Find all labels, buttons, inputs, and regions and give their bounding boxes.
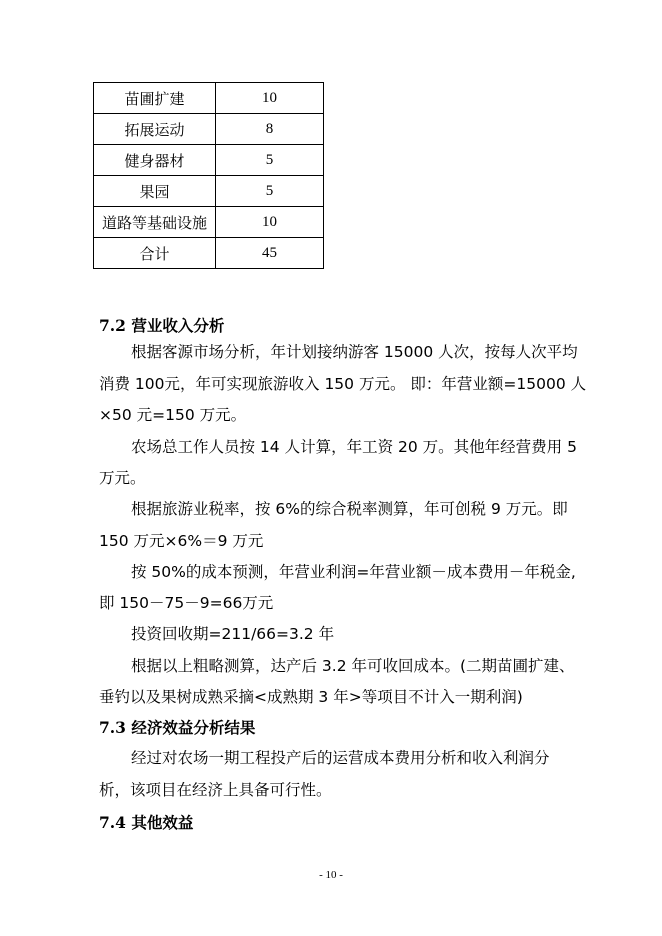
table-cell-value: 8 xyxy=(216,114,324,145)
page-number: - 10 - xyxy=(319,869,343,881)
table-cell-item: 拓展运动 xyxy=(94,114,216,145)
table-row xyxy=(94,145,324,176)
table-row-total xyxy=(94,238,324,269)
paragraph-line: 投资回收期=211/66=3.2 年 xyxy=(131,625,335,643)
table-row xyxy=(94,176,324,207)
paragraph-line: 经过对农场一期工程投产后的运营成本费用分析和收入利润分 xyxy=(131,749,550,767)
section-heading-7-3: 7.3 经济效益分析结果 xyxy=(99,718,256,737)
paragraph-line: 消费 100元，年可实现旅游收入 150 万元。 即：年营业额=15000 人 xyxy=(99,375,587,393)
paragraph-line: 垂钓以及果树成熟采摘<成熟期 3 年>等项目不计入一期利润) xyxy=(99,688,523,706)
table-cell-value: 5 xyxy=(216,145,324,176)
table-cell-value: 10 xyxy=(216,83,324,114)
cost-table xyxy=(93,82,324,269)
table-cell-item: 道路等基础设施 xyxy=(94,207,216,238)
table-cell-value: 45 xyxy=(216,238,324,269)
table-cell-item: 苗圃扩建 xyxy=(94,83,216,114)
paragraph-line: 农场总工作人员按 14 人计算，年工资 20 万。其他年经营费用 5 xyxy=(131,438,577,456)
paragraph-line: 根据旅游业税率，按 6%的综合税率测算，年可创税 9 万元。即 xyxy=(131,500,568,518)
table-row xyxy=(94,114,324,145)
paragraph-line: 根据客源市场分析，年计划接纳游客 15000 人次，按每人次平均 xyxy=(131,343,578,361)
paragraph-line: 按 50%的成本预测，年营业利润=年营业额－成本费用－年税金, xyxy=(131,563,576,581)
section-heading-7-2: 7.2 营业收入分析 xyxy=(99,316,225,335)
paragraph-line: 即 150－75－9=66万元 xyxy=(99,594,274,612)
paragraph-line: 析，该项目在经济上具备可行性。 xyxy=(99,781,332,799)
table-cell-item: 健身器材 xyxy=(94,145,216,176)
table-row xyxy=(94,207,324,238)
paragraph-line: 万元。 xyxy=(99,469,146,487)
paragraph-line: ×50 元=150 万元。 xyxy=(99,406,247,424)
table-cell-item: 果园 xyxy=(94,176,216,207)
table-cell-value: 10 xyxy=(216,207,324,238)
table-cell-value: 5 xyxy=(216,176,324,207)
table-cell-item: 合计 xyxy=(94,238,216,269)
table-row xyxy=(94,83,324,114)
section-heading-7-4: 7.4 其他效益 xyxy=(99,813,194,832)
paragraph-line: 150 万元×6%＝9 万元 xyxy=(99,532,264,550)
paragraph-line: 根据以上粗略测算，达产后 3.2 年可收回成本。(二期苗圃扩建、 xyxy=(131,657,575,675)
